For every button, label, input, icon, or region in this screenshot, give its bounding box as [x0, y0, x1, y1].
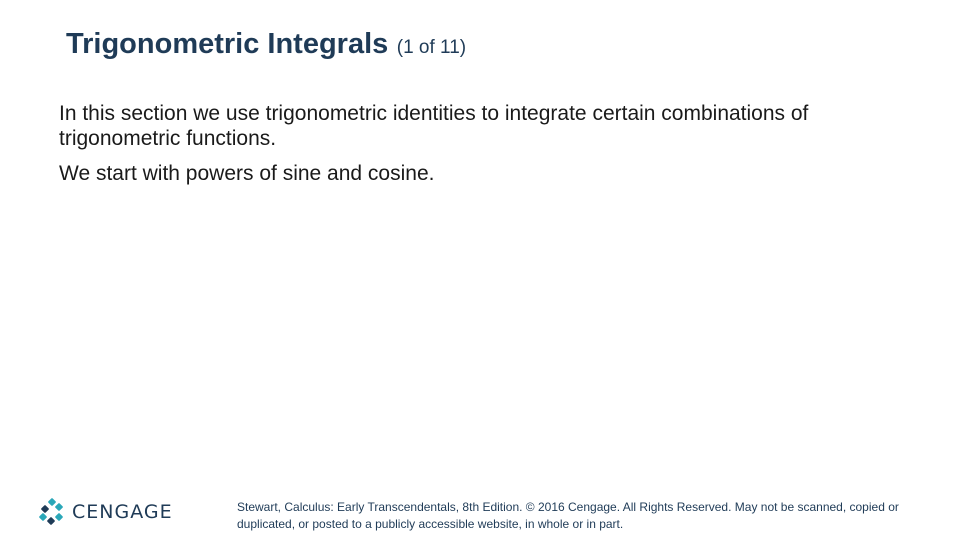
page-title — [66, 28, 466, 61]
logo-text: CENGAGE — [72, 501, 173, 523]
cengage-logo-icon — [38, 498, 66, 526]
slide-body — [59, 101, 909, 186]
body-paragraph-1: In this section we use trigonometric identities to integrate certain combinations of trigonometric functions. — [59, 102, 809, 150]
copyright-notice: Stewart, Calculus: Early Transcendentals, 8th Edition. © 2016 Cengage. All Rights Reserved. May not be scanned, copied or duplicated, or posted to a publicly accessible website, in whole or in part. — [237, 500, 899, 531]
title-text: Trigonometric Integrals — [66, 28, 389, 60]
body-paragraph-2: We start with powers of sine and cosine. — [59, 162, 435, 185]
cengage-logo — [38, 498, 173, 526]
title-counter: (1 of 11) — [396, 37, 467, 58]
